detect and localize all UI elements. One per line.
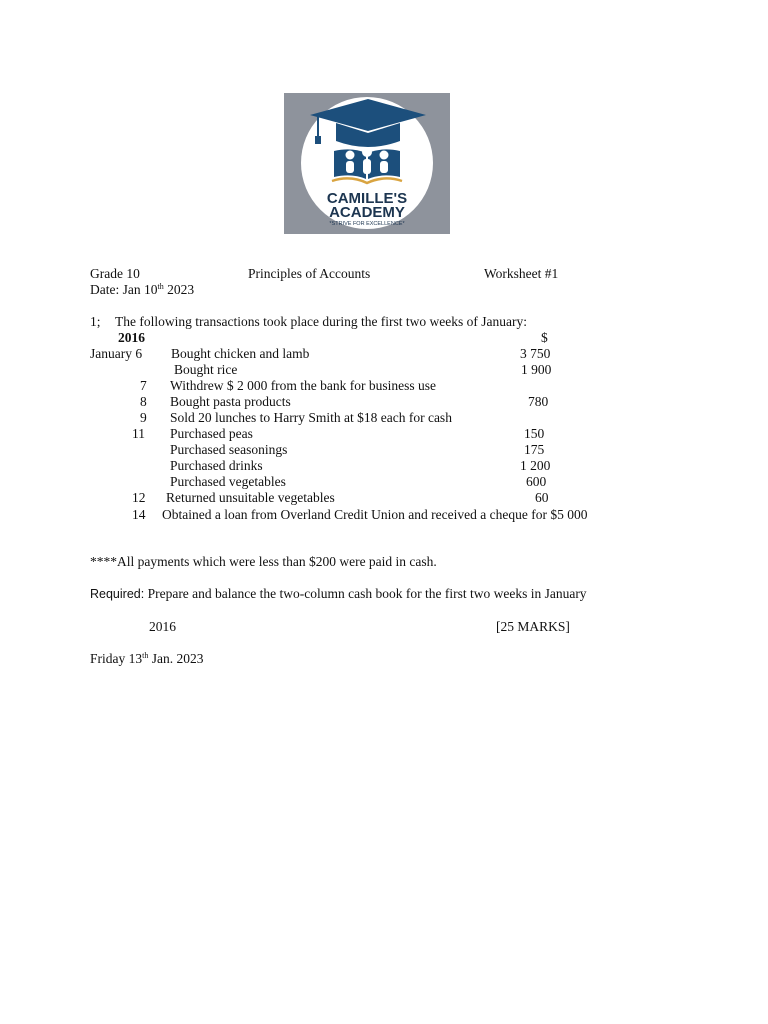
question-intro: The following transactions took place during the first two weeks of January:: [115, 314, 528, 329]
required-label: Required:: [90, 587, 145, 601]
transaction-description: Withdrew $ 2 000 from the bank for business use: [170, 378, 437, 393]
logo-tagline: *STRIVE FOR EXCELLENCE*: [329, 221, 405, 227]
academy-logo: [284, 93, 450, 234]
transaction-description: Returned unsuitable vegetables: [166, 490, 335, 505]
marks-label: [25 MARKS]: [496, 619, 570, 634]
date-year: 2023: [163, 282, 195, 297]
question-number: 1;: [90, 314, 101, 329]
transaction-date: 8: [140, 394, 147, 409]
transaction-description: Purchased drinks: [170, 458, 263, 473]
transaction-description: Purchased peas: [170, 426, 253, 441]
logo-emblem: [284, 93, 450, 234]
closing-date: [90, 651, 203, 667]
transaction-amount: 780: [528, 394, 549, 409]
required-text: Prepare and balance the two-column cash book for the first two weeks in January: [147, 586, 587, 601]
required-line: [90, 586, 587, 602]
student-head-icon: [362, 147, 372, 157]
transaction-description: Obtained a loan from Overland Credit Union and received a cheque for $5 000: [162, 507, 588, 522]
transaction-description: Purchased seasonings: [170, 442, 288, 457]
transaction-amount: 150: [524, 426, 545, 441]
transaction-description: Sold 20 lunches to Harry Smith at $18 each for cash: [170, 410, 452, 425]
transaction-amount: 60: [535, 490, 549, 505]
logo-line1: CAMILLE'S: [326, 190, 408, 207]
student-body-icon: [380, 161, 388, 173]
transaction-amount: 3 750: [520, 346, 551, 361]
footer-year: 2016: [149, 619, 176, 634]
transaction-date: 11: [132, 426, 145, 441]
student-head-icon: [380, 151, 389, 160]
grade-label: Grade 10: [90, 266, 140, 281]
transaction-date: January 6: [90, 346, 143, 361]
transaction-amount: 600: [526, 474, 547, 489]
transaction-date: 12: [132, 490, 146, 505]
transaction-description: Bought pasta products: [170, 394, 291, 409]
closing-date-superscript: th: [142, 651, 149, 660]
date-superscript: th: [157, 282, 164, 291]
closing-date-prefix: Friday 13: [90, 651, 143, 666]
transaction-date: 7: [140, 378, 147, 393]
cap-tassel-icon: [315, 136, 321, 144]
transaction-description: Bought chicken and lamb: [171, 346, 310, 361]
student-body-icon: [346, 161, 354, 173]
date-line: [90, 282, 194, 298]
transaction-date: 9: [140, 410, 147, 425]
currency-heading: $: [541, 330, 548, 345]
closing-date-suffix: Jan. 2023: [148, 651, 204, 666]
transaction-description: Bought rice: [174, 362, 238, 377]
transaction-amount: 175: [524, 442, 545, 457]
transaction-amount: 1 200: [520, 458, 551, 473]
worksheet-label: Worksheet #1: [484, 266, 559, 281]
year-heading: 2016: [118, 330, 145, 345]
logo-line2: ACADEMY: [329, 204, 405, 221]
payment-note: ****All payments which were less than $200 were paid in cash.: [90, 554, 437, 569]
date-prefix: Date: Jan 10: [90, 282, 158, 297]
subject-label: Principles of Accounts: [248, 266, 371, 281]
transaction-date: 14: [132, 507, 146, 522]
transaction-amount: 1 900: [521, 362, 552, 377]
student-body-icon: [363, 159, 371, 174]
student-head-icon: [346, 151, 355, 160]
transaction-description: Purchased vegetables: [170, 474, 286, 489]
